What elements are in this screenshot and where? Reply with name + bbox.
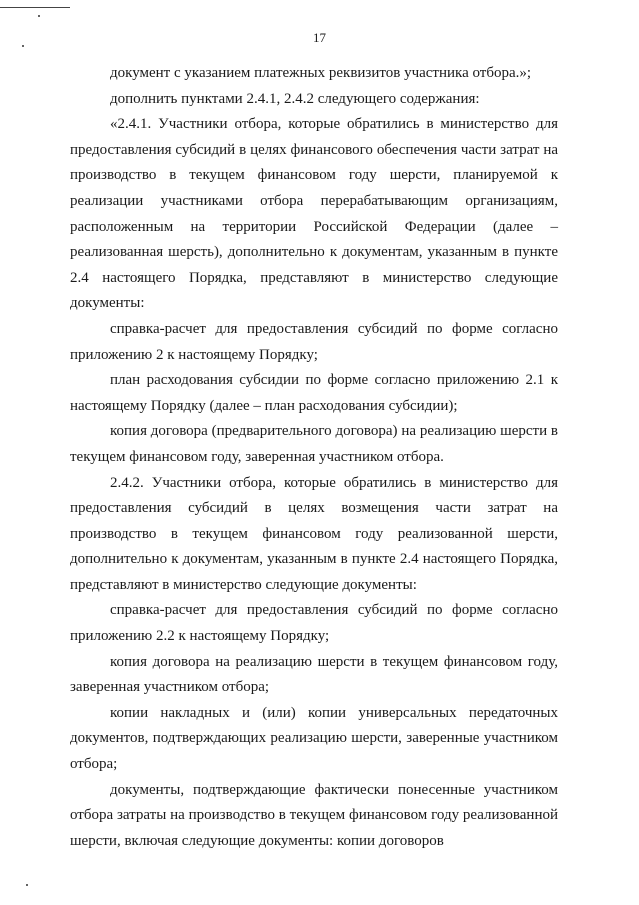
scan-speck [38,15,40,17]
paragraph: «2.4.1. Участники отбора, которые обратились в министерство для предоставления субсидий в целях финансового обеспечения части затрат на производство в текущем финансовом году шерсти, планируемой к реализации участниками отбора перерабатывающим организациям, расположенным на территории Российской Федерации (далее – реализованная шерсть), дополнительно к документам, указанным в пункте 2.4 настоящего Порядка, представляют в министерство следующие документы: [70,116,558,312]
paragraph: дополнить пунктами 2.4.1, 2.4.2 следующего содержания: [110,90,480,107]
paragraph: справка-расчет для предоставления субсидий по форме согласно приложению 2.2 к настоящему Порядку; [70,602,558,645]
scan-edge-line [0,7,70,8]
paragraph: копия договора (предварительного договора) на реализацию шерсти в текущем финансовом году, заверенная участником отбора. [70,423,558,465]
page-number: 17 [313,30,326,45]
paragraph: документы, подтверждающие фактически понесенные участником отбора затраты на производство в текущем финансовом году реализованной шерсти, включая следующие документы: копии договоров [70,781,558,849]
scan-speck [26,884,28,886]
paragraph: 2.4.2. Участники отбора, которые обратились в министерство для предоставления субсидий в целях возмещения части затрат на производство в текущем финансовом году реализованной шерсти, дополнительно к документам, указанным в пункте 2.4 настоящего Порядка, представляют в министерство следующие документы: [70,474,558,593]
paragraph: документ с указанием платежных реквизитов участника отбора.»; [110,65,532,81]
paragraph: план расходования субсидии по форме согласно приложению 2.1 к настоящему Порядку (далее – план расходования субсидии); [70,372,558,414]
paragraph: копии накладных и (или) копии универсальных передаточных документов, подтверждающих реализацию шерсти, заверенные участником отбора; [70,704,558,773]
paragraph: справка-расчет для предоставления субсидий по форме согласно приложению 2 к настоящему Порядку; [70,320,558,363]
document-body [70,61,558,854]
paragraph: копия договора на реализацию шерсти в текущем финансовом году, заверенная участником отбора; [70,653,558,696]
